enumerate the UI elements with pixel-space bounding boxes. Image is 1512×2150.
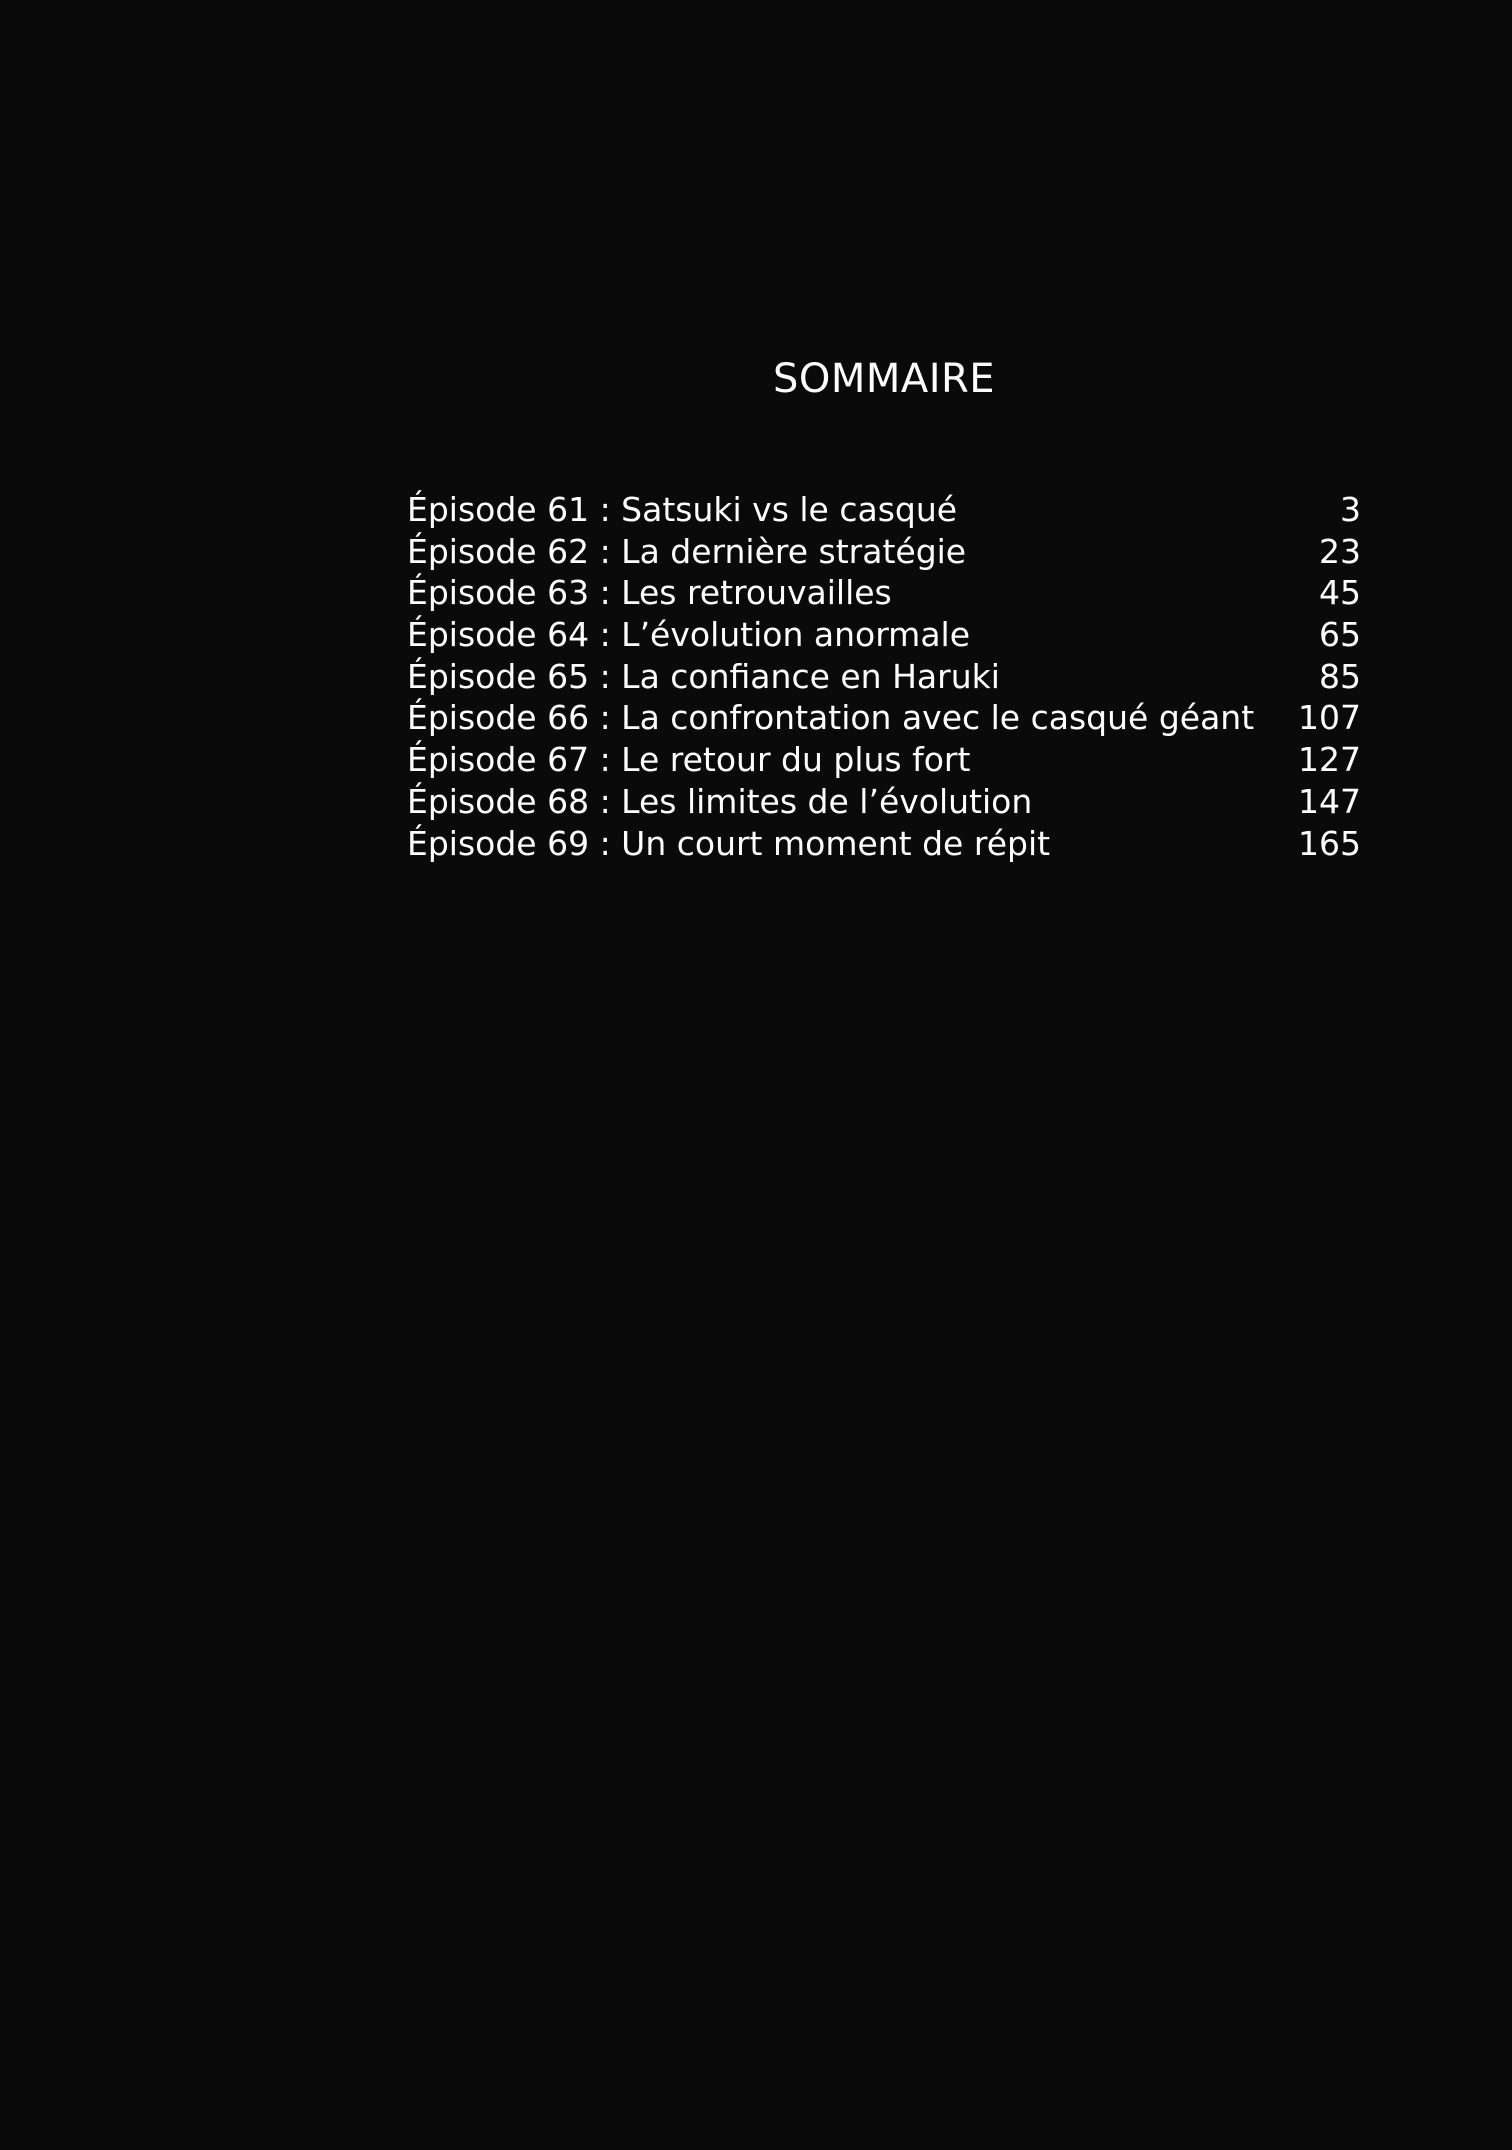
toc-entry xyxy=(407,572,1361,614)
toc-entry-page: 23 xyxy=(1319,531,1361,571)
toc-entry-label: Épisode 69 : Un court moment de répit xyxy=(407,823,1051,863)
toc-entry-page: 165 xyxy=(1298,823,1361,863)
toc-entry-label: Épisode 66 : La confrontation avec le casqué géant xyxy=(407,698,1255,738)
toc-entry xyxy=(407,697,1361,739)
toc-entry-page: 45 xyxy=(1319,573,1361,613)
toc-entry-label: Épisode 62 : La dernière stratégie xyxy=(407,531,967,571)
toc-entry-label: Épisode 61 : Satsuki vs le casqué xyxy=(407,490,958,529)
toc-entry xyxy=(407,781,1361,823)
toc-entry-page: 65 xyxy=(1319,615,1361,655)
toc-entry xyxy=(407,489,1361,531)
toc-entry-label: Épisode 68 : Les limites de l’évolution xyxy=(407,781,1033,821)
toc-entry xyxy=(407,823,1361,865)
toc-entry-label: Épisode 63 : Les retrouvailles xyxy=(407,573,892,613)
page-title: SOMMAIRE xyxy=(772,356,996,402)
toc-entry-page: 147 xyxy=(1298,781,1361,821)
toc-entry-label: Épisode 64 : L’évolution anormale xyxy=(407,615,971,655)
table-of-contents xyxy=(407,489,1361,864)
toc-entry xyxy=(407,531,1361,573)
toc-entry xyxy=(407,614,1361,656)
toc-entry-page: 127 xyxy=(1298,740,1361,780)
toc-entry-page: 3 xyxy=(1340,490,1361,529)
toc-entry-label: Épisode 65 : La confiance en Haruki xyxy=(407,656,1000,696)
toc-entry xyxy=(407,739,1361,781)
toc-entry xyxy=(407,656,1361,698)
toc-entry-label: Épisode 67 : Le retour du plus fort xyxy=(407,740,971,780)
toc-entry-page: 85 xyxy=(1319,656,1361,696)
toc-entry-page: 107 xyxy=(1298,698,1361,738)
